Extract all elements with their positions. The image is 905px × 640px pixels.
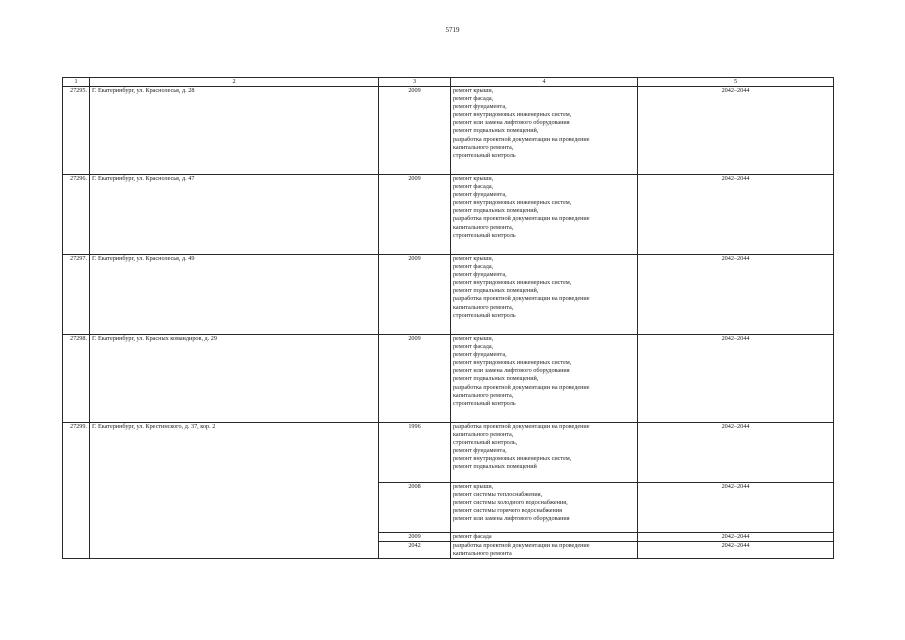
work-type-item: ремонт фасада <box>453 533 492 540</box>
work-type-item: капитального ремонта, <box>453 223 514 231</box>
column-header-5: 5 <box>638 78 834 87</box>
work-type-item: ремонт крыши, <box>453 335 494 342</box>
work-types-cell <box>451 483 638 533</box>
work-type-item: ремонт подвальных помещений <box>453 463 537 471</box>
work-type-item: строительный контроль <box>453 311 516 319</box>
column-header-2: 2 <box>90 78 379 87</box>
work-type-item: капитального ремонта, <box>453 303 514 311</box>
commission-year: 2009 <box>379 87 451 175</box>
work-type-item: ремонт фасада, <box>453 183 494 191</box>
planned-period: 2042–2044 <box>638 87 834 175</box>
work-type-item: ремонт фундамента, <box>453 351 507 359</box>
record-address: Г. Екатеринбург, ул. Красных командиров, д. 29 <box>90 335 379 423</box>
column-header-row <box>63 78 834 87</box>
work-types-cell <box>451 175 638 255</box>
commission-year: 2009 <box>379 533 451 542</box>
table-row <box>63 423 834 483</box>
work-type-item: разработка проектной документации на проведение <box>453 423 590 430</box>
work-type-item: ремонт фасада, <box>453 343 494 351</box>
work-type-item: ремонт фундамента, <box>453 271 507 279</box>
work-types-list <box>453 423 635 472</box>
record-number: 27298. <box>63 335 90 423</box>
work-type-item: ремонт фундамента, <box>453 447 507 455</box>
work-types-cell <box>451 335 638 423</box>
planned-period: 2042–2044 <box>638 175 834 255</box>
work-type-item: строительный контроль, <box>453 439 518 447</box>
page-number: 5719 <box>445 26 460 34</box>
table-row <box>63 175 834 255</box>
work-type-item: капитального ремонта, <box>453 431 514 439</box>
work-type-item: разработка проектной документации на проведение <box>453 295 590 303</box>
work-type-item: капитального ремонта, <box>453 391 514 399</box>
work-type-item: ремонт крыши, <box>453 255 494 262</box>
work-type-item: ремонт внутридомовых инженерных систем, <box>453 111 572 119</box>
table-row <box>63 87 834 175</box>
work-type-item: ремонт фасада, <box>453 95 494 103</box>
work-type-item: ремонт или замена лифтового оборудования <box>453 367 570 375</box>
commission-year: 2009 <box>379 255 451 335</box>
record-number: 27295. <box>63 87 90 175</box>
work-type-item: разработка проектной документации на проведение <box>453 383 590 391</box>
work-types-list <box>453 255 635 320</box>
work-types-list <box>453 533 635 541</box>
work-type-item: ремонт подвальных помещений, <box>453 127 539 135</box>
commission-year: 1996 <box>379 423 451 483</box>
commission-year: 2009 <box>379 175 451 255</box>
work-type-item: ремонт системы холодного водоснабжения, <box>453 499 568 507</box>
work-types-list <box>453 87 635 160</box>
table-row <box>63 335 834 423</box>
work-type-item: ремонт внутридомовых инженерных систем, <box>453 455 572 463</box>
capital-repair-table <box>62 77 834 559</box>
work-types-list <box>453 335 635 408</box>
table-row <box>63 255 834 335</box>
record-number: 27297. <box>63 255 90 335</box>
record-address: Г. Екатеринбург, ул. Краснолесья, д. 28 <box>90 87 379 175</box>
commission-year: 2008 <box>379 483 451 533</box>
work-type-item: разработка проектной документации на проведение <box>453 215 590 223</box>
work-type-item: ремонт или замена лифтового оборудования <box>453 119 570 127</box>
work-type-item: ремонт подвальных помещений, <box>453 207 539 215</box>
planned-period: 2042–2044 <box>638 335 834 423</box>
work-type-item: разработка проектной документации на проведение <box>453 542 590 550</box>
work-types-cell <box>451 542 638 559</box>
record-address: Г. Екатеринбург, ул. Краснолесья, д. 47 <box>90 175 379 255</box>
work-types-cell <box>451 87 638 175</box>
work-type-item: разработка проектной документации на проведение <box>453 135 590 143</box>
work-type-item: ремонт системы горячего водоснабжения <box>453 507 562 515</box>
work-type-item: строительный контроль <box>453 231 516 239</box>
work-type-item: строительный контроль <box>453 151 516 159</box>
work-type-item: ремонт фасада, <box>453 263 494 271</box>
planned-period: 2042–2044 <box>638 533 834 542</box>
work-types-list <box>453 542 635 558</box>
work-type-item: ремонт внутридомовых инженерных систем, <box>453 359 572 367</box>
work-types-cell <box>451 255 638 335</box>
commission-year: 2042 <box>379 542 451 559</box>
work-type-item: ремонт крыши, <box>453 483 494 490</box>
planned-period: 2042–2044 <box>638 255 834 335</box>
work-type-item: ремонт крыши, <box>453 87 494 94</box>
column-header-3: 3 <box>379 78 451 87</box>
planned-period: 2042–2044 <box>638 483 834 533</box>
work-type-item: строительный контроль <box>453 399 516 407</box>
record-number: 27296. <box>63 175 90 255</box>
record-number: 27299. <box>63 423 90 559</box>
record-address: Г. Екатеринбург, ул. Краснолесья, д. 49 <box>90 255 379 335</box>
work-types-cell <box>451 533 638 542</box>
planned-period: 2042–2044 <box>638 423 834 483</box>
column-header-4: 4 <box>451 78 638 87</box>
record-address: Г. Екатеринбург, ул. Крестинского, д. 37, кор. 2 <box>90 423 379 559</box>
work-types-list <box>453 175 635 240</box>
work-types-list <box>453 483 635 523</box>
work-type-item: ремонт фундамента, <box>453 191 507 199</box>
work-types-cell <box>451 423 638 483</box>
work-type-item: ремонт крыши, <box>453 175 494 182</box>
work-type-item: капитального ремонта <box>453 550 512 558</box>
work-type-item: ремонт внутридомовых инженерных систем, <box>453 279 572 287</box>
work-type-item: капитального ремонта, <box>453 143 514 151</box>
commission-year: 2009 <box>379 335 451 423</box>
planned-period: 2042–2044 <box>638 542 834 559</box>
work-type-item: ремонт подвальных помещений, <box>453 375 539 383</box>
work-type-item: ремонт фундамента, <box>453 103 507 111</box>
work-type-item: ремонт внутридомовых инженерных систем, <box>453 199 572 207</box>
work-type-item: ремонт или замена лифтового оборудования <box>453 515 570 523</box>
work-type-item: ремонт подвальных помещений, <box>453 287 539 295</box>
work-type-item: ремонт системы теплоснабжения, <box>453 491 543 499</box>
column-header-1: 1 <box>63 78 90 87</box>
